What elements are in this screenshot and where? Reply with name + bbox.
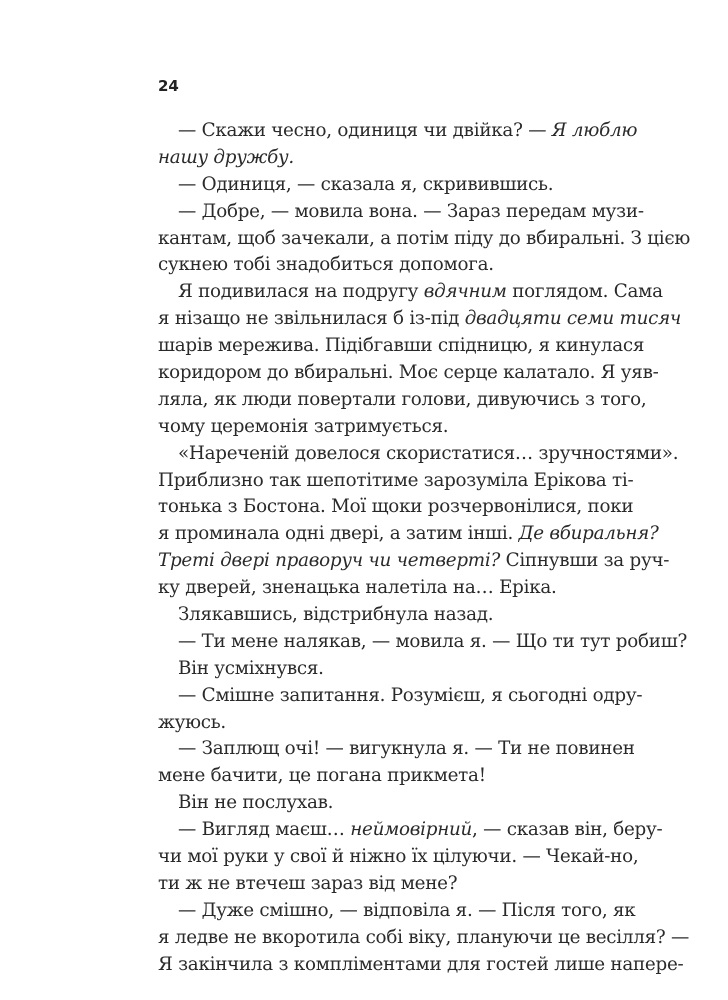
text-line [158, 387, 647, 414]
text-line [158, 172, 604, 199]
text-run: «Нареченій довелося скористатися… зручностями». [178, 442, 679, 464]
text-line [158, 575, 604, 602]
text-run: Сіпнувши за руч- [500, 550, 670, 572]
text-run: коридором до вбиральні. Моє серце калатало. Я уяв- [158, 362, 659, 384]
italic-text: неймовірний [350, 819, 473, 841]
italic-text: двадцяти семи тисяч [464, 308, 682, 330]
text-run: — Заплющ очі! — вигукнула я. — Ти не повинен [178, 738, 635, 760]
text-run: кантам, щоб зачекали, а потім піду до вбиральні. З цією [158, 227, 691, 249]
italic-text: вдячним [423, 281, 507, 303]
text-line [158, 468, 634, 495]
text-line [158, 199, 644, 226]
text-line [158, 710, 604, 737]
text-line [158, 844, 639, 871]
text-line [158, 494, 634, 521]
text-run: я ледве не вкоротила собі віку, плануючи це весілля? — [158, 926, 690, 948]
text-run: жуюсь. [158, 711, 226, 733]
text-run: мене бачити, це погана прикмета! [158, 765, 486, 787]
text-line [158, 602, 604, 629]
italic-text: Треті двері праворуч чи четверті? [158, 550, 501, 572]
text-run: сукнею тобі знадобиться допомога. [158, 254, 494, 276]
page-number: 24 [158, 77, 179, 95]
text-run: — Скажи чесно, одиниця чи двійка? — [178, 120, 552, 141]
text-line [158, 226, 691, 253]
text-line [158, 360, 659, 387]
text-line [158, 763, 604, 790]
italic-text: Де вбиральня? [518, 523, 659, 545]
text-run: Приблизно так шепотітиме зарозуміла Ерікова ті- [158, 469, 634, 491]
text-run: шарів мережива. Підібгавши спідницю, я кинулася [158, 335, 645, 357]
text-line [158, 441, 679, 468]
text-line [158, 656, 604, 683]
text-line [158, 145, 604, 172]
text-run: Я закінчила з компліментами для гостей лише напере- [158, 953, 684, 975]
text-line [158, 871, 604, 898]
text-line [158, 952, 684, 979]
text-run: чи мої руки у свої й ніжно їх цілуючи. — Чекай-но, [158, 846, 639, 868]
text-run: Він усміхнувся. [178, 657, 324, 679]
text-run: — Вигляд маєш… [178, 819, 351, 841]
text-run: поглядом. Сама [506, 281, 663, 303]
text-run: — Одиниця, — сказала я, скривившись. [178, 173, 554, 195]
text-line [158, 306, 682, 333]
text-run: — Дуже смішно, — відповіла я. — Після того, як [178, 899, 636, 921]
text-line [158, 925, 690, 952]
text-line [158, 548, 670, 575]
text-run: , — сказав він, беру- [472, 819, 663, 841]
text-line [158, 333, 645, 360]
text-run: ку дверей, зненацька налетіла на… Еріка. [158, 577, 557, 599]
text-line [158, 817, 663, 844]
text-run: Злякавшись, відстрибнула назад. [178, 604, 494, 626]
text-line [158, 252, 604, 279]
text-run: я проминала одні двері, а затим інші. [158, 523, 519, 545]
text-run: Я подивилася на подругу [178, 281, 424, 303]
text-line [158, 414, 604, 441]
text-run: ти ж не втечеш зараз від мене? [158, 872, 458, 894]
text-line [158, 736, 635, 763]
text-line [158, 790, 604, 817]
text-line [158, 521, 659, 548]
text-run: тонька з Бостона. Мої щоки розчервонілися, поки [158, 496, 634, 518]
italic-text: Я люблю [551, 120, 638, 141]
text-line [158, 898, 636, 925]
text-run: — Ти мене налякав, — мовила я. — Що ти тут робиш? [178, 630, 687, 652]
text-line [158, 629, 687, 656]
text-run: ляла, як люди повертали голови, дивуючись з того, [158, 388, 647, 410]
text-run: — Добре, — мовила вона. — Зараз передам музи- [178, 200, 644, 222]
text-run: чому церемонія затримується. [158, 415, 449, 437]
text-line [158, 683, 643, 710]
text-run: — Смішне запитання. Розумієш, я сьогодні одру- [178, 684, 643, 706]
body-text [158, 118, 691, 979]
italic-text: нашу дружбу. [158, 146, 294, 168]
text-run: я нізащо не звільнилася б із-під [158, 308, 465, 330]
text-run: Він не послухав. [178, 792, 334, 814]
text-line [158, 118, 638, 145]
text-line [158, 279, 663, 306]
